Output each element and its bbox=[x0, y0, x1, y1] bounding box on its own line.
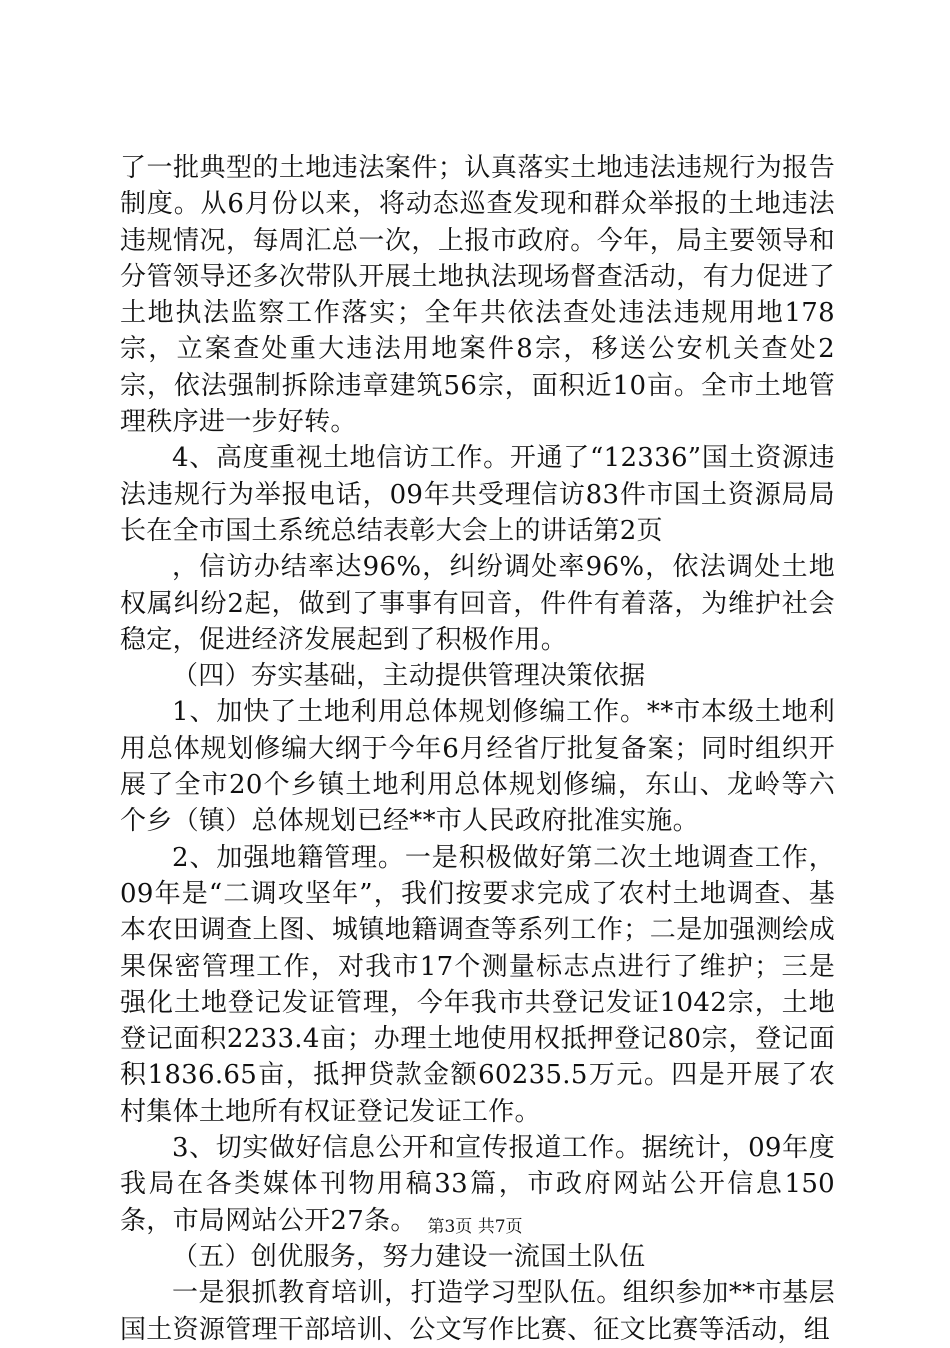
page-footer bbox=[0, 1212, 950, 1237]
paragraph-7: 3、切实做好信息公开和宣传报道工作。据统计，09年度我局在各类媒体刊物用稿33篇，市政府网站公开信息150条，市局网站公开27条。 bbox=[120, 1133, 835, 1236]
paragraph-1: 了一批典型的土地违法案件；认真落实土地违法违规行为报告制度。从6月份以来，将动态巡查发现和群众举报的土地违法违规情况，每周汇总一次，上报市政府。今年，局主要领导和分管领导还多次带队开展土地执法现场督查活动，有力促进了土地执法监察工作落实；全年共依法查处违法违规用地178宗，立案查处重大违法用地案件8宗，移送公安机关查处2宗，依法强制拆除违章建筑56宗，面积近10亩。全市土地管理秩序进一步好转。 bbox=[120, 153, 835, 438]
section-heading-4: （四）夯实基础，主动提供管理决策依据 bbox=[172, 661, 646, 692]
page-number-label: 第3页 共7页 bbox=[427, 1217, 523, 1237]
paragraph-2: 4、高度重视土地信访工作。开通了“12336”国土资源违法违规行为举报电话，09年共受理信访83件市国土资源局局长在全市国土系统总结表彰大会上的讲话第2页 bbox=[120, 443, 835, 546]
document-body bbox=[120, 150, 835, 1348]
paragraph-5: 1、加快了土地利用总体规划修编工作。**市本级土地利用总体规划修编大纲于今年6月经省厅批复备案；同时组织开展了全市20个乡镇土地利用总体规划修编，东山、龙岭等六个乡（镇）总体规划已经**市人民政府批准实施。 bbox=[120, 697, 835, 837]
paragraph-3: ，信访办结率达96%，纠纷调处率96%，依法调处土地权属纠纷2起，做到了事事有回音，件件有着落，为维护社会稳定，促进经济发展起到了积极作用。 bbox=[120, 552, 835, 655]
section-heading-5: （五）创优服务，努力建设一流国土队伍 bbox=[172, 1241, 646, 1272]
paragraph-9: 一是狠抓教育培训，打造学习型队伍。组织参加**市基层国土资源管理干部培训、公文写作比赛、征文比赛等活动，组 bbox=[120, 1278, 835, 1345]
paragraph-6: 2、加强地籍管理。一是积极做好第二次土地调查工作，09年是“二调攻坚年”，我们按要求完成了农村土地调查、基本农田调查上图、城镇地籍调查等系列工作；二是加强测绘成果保密管理工作，对我市17个测量标志点进行了维护；三是强化土地登记发证管理，今年我市共登记发证1042宗，土地登记面积2233.4亩；办理土地使用权抵押登记80宗，登记面积1836.65亩，抵押贷款金额60235.5万元。四是开展了农村集体土地所有权证登记发证工作。 bbox=[120, 842, 835, 1127]
